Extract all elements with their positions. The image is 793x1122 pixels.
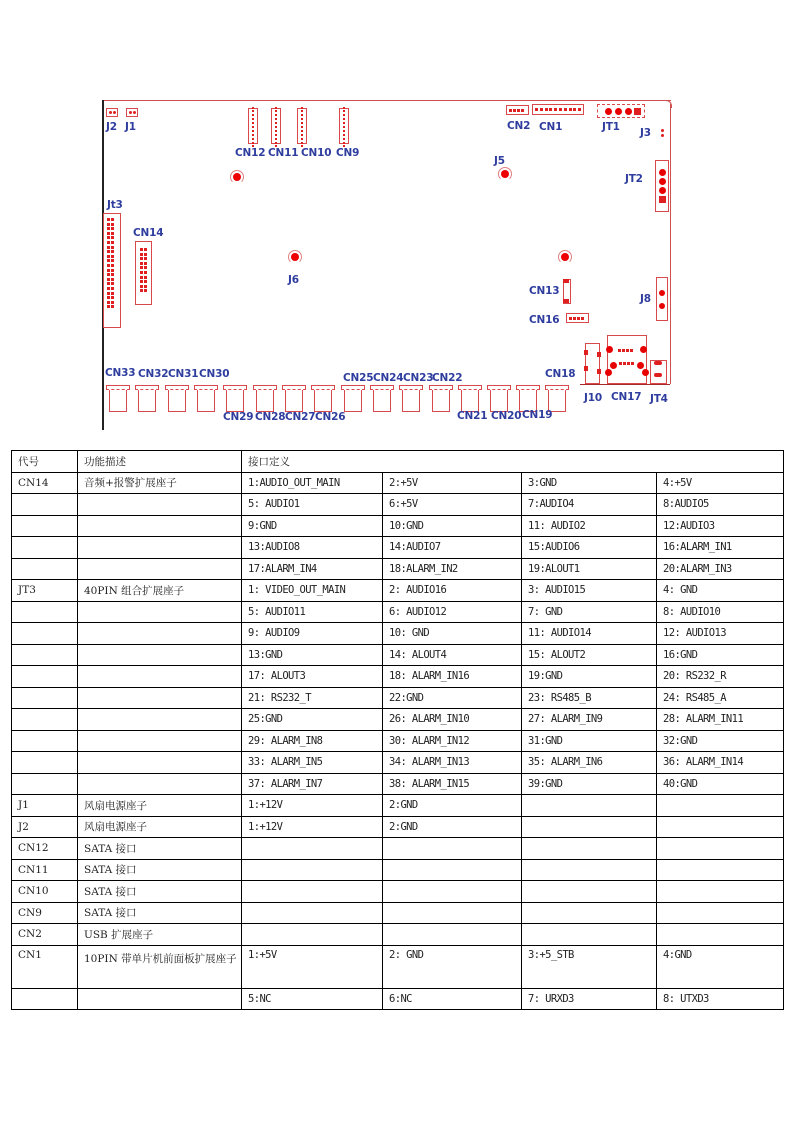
bnc-cn23 xyxy=(399,385,423,413)
pad-icon xyxy=(563,279,569,283)
cell-code xyxy=(12,687,78,709)
cell-pin: 2:GND xyxy=(383,816,522,838)
cell-pin: 4:GND xyxy=(657,945,784,988)
header-description: 功能描述 xyxy=(78,451,242,473)
pin-definition-table xyxy=(11,450,784,1010)
cell-pin xyxy=(522,924,657,946)
label-jt2: JT2 xyxy=(625,173,643,185)
pad-icon xyxy=(605,108,612,115)
cell-code: JT3 xyxy=(12,580,78,602)
label-jt4: JT4 xyxy=(650,393,668,405)
cell-pin: 18:ALARM_IN2 xyxy=(383,558,522,580)
cell-pin: 1:AUDIO_OUT_MAIN xyxy=(242,472,383,494)
cell-pin: 1: VIDEO_OUT_MAIN xyxy=(242,580,383,602)
cell-description xyxy=(78,494,242,516)
cell-pin xyxy=(383,881,522,903)
cell-pin: 12:AUDIO3 xyxy=(657,515,784,537)
cell-pin: 13:AUDIO8 xyxy=(242,537,383,559)
pcb-edge-top xyxy=(103,100,671,101)
pad-icon xyxy=(661,129,664,132)
cell-pin: 26: ALARM_IN10 xyxy=(383,709,522,731)
cell-code xyxy=(12,666,78,688)
pad-icon xyxy=(637,362,644,369)
cell-description xyxy=(78,988,242,1010)
cell-pin: 16:ALARM_IN1 xyxy=(657,537,784,559)
header-code: 代号 xyxy=(12,451,78,473)
table-row xyxy=(12,537,784,559)
cell-pin: 15:AUDIO6 xyxy=(522,537,657,559)
label-cn32: CN32 xyxy=(138,368,169,380)
pcb-edge-bottom xyxy=(580,384,670,385)
cell-pin: 17:ALARM_IN4 xyxy=(242,558,383,580)
cell-pin xyxy=(242,881,383,903)
cell-code: CN2 xyxy=(12,924,78,946)
bnc-cn33 xyxy=(106,385,130,413)
label-j10: J10 xyxy=(584,392,602,404)
pad-row-icon xyxy=(509,109,524,112)
bnc-cn32 xyxy=(135,385,159,413)
label-cn27: CN27 xyxy=(285,411,316,423)
pad-icon xyxy=(661,134,664,137)
pad-icon xyxy=(597,352,601,357)
label-cn23: CN23 xyxy=(403,372,434,384)
cell-pin: 29: ALARM_IN8 xyxy=(242,730,383,752)
table-row xyxy=(12,924,784,946)
table-row xyxy=(12,795,784,817)
label-cn12: CN12 xyxy=(235,147,266,159)
connector-cn11 xyxy=(271,108,281,144)
cell-pin: 36: ALARM_IN14 xyxy=(657,752,784,774)
cell-pin xyxy=(657,902,784,924)
pad-icon xyxy=(654,373,662,377)
cell-pin: 30: ALARM_IN12 xyxy=(383,730,522,752)
cell-pin: 16:GND xyxy=(657,644,784,666)
cell-pin xyxy=(522,816,657,838)
cell-pin: 5:NC xyxy=(242,988,383,1010)
pad-icon xyxy=(133,111,136,114)
cell-description: SATA 接口 xyxy=(78,859,242,881)
label-cn2: CN2 xyxy=(507,120,531,132)
cell-code: CN9 xyxy=(12,902,78,924)
cell-pin: 14:AUDIO7 xyxy=(383,537,522,559)
cell-pin: 1:+5V xyxy=(242,945,383,988)
cell-pin: 5: AUDIO1 xyxy=(242,494,383,516)
cell-code xyxy=(12,752,78,774)
bnc-cn28 xyxy=(253,385,277,413)
cell-description: 10PIN 带单片机前面板扩展座子 xyxy=(78,945,242,988)
table-header-row xyxy=(12,451,784,473)
bnc-cn29 xyxy=(223,385,247,413)
label-cn22: CN22 xyxy=(432,372,463,384)
cell-pin: 8: AUDIO10 xyxy=(657,601,784,623)
cell-pin: 12: AUDIO13 xyxy=(657,623,784,645)
cell-pin: 8: UTXD3 xyxy=(657,988,784,1010)
cell-pin: 7: URXD3 xyxy=(522,988,657,1010)
cell-code xyxy=(12,709,78,731)
cell-code xyxy=(12,494,78,516)
cell-description xyxy=(78,666,242,688)
cell-pin: 3:+5_STB xyxy=(522,945,657,988)
connector-cn12 xyxy=(248,108,258,144)
cell-pin: 23: RS485_B xyxy=(522,687,657,709)
cell-code xyxy=(12,623,78,645)
cell-pin: 9:GND xyxy=(242,515,383,537)
cell-pin: 10:GND xyxy=(383,515,522,537)
label-cn13: CN13 xyxy=(529,285,560,297)
label-cn19: CN19 xyxy=(522,409,553,421)
cell-pin: 35: ALARM_IN6 xyxy=(522,752,657,774)
cell-pin xyxy=(657,838,784,860)
cell-pin: 2:+5V xyxy=(383,472,522,494)
cell-pin xyxy=(657,859,784,881)
bnc-cn22 xyxy=(429,385,453,413)
mount-hole-icon xyxy=(230,170,244,184)
cell-code xyxy=(12,644,78,666)
header-pin-definition: 接口定义 xyxy=(242,451,784,473)
cell-pin xyxy=(657,816,784,838)
cell-pin xyxy=(522,838,657,860)
table-row xyxy=(12,838,784,860)
bnc-cn30 xyxy=(194,385,218,413)
cell-pin: 11: AUDIO14 xyxy=(522,623,657,645)
cell-pin: 27: ALARM_IN9 xyxy=(522,709,657,731)
pad-icon xyxy=(659,290,665,296)
cell-description: 风扇电源座子 xyxy=(78,795,242,817)
cell-description xyxy=(78,730,242,752)
pad-row-icon xyxy=(619,362,634,365)
cell-pin xyxy=(383,924,522,946)
cell-description xyxy=(78,537,242,559)
cell-description xyxy=(78,709,242,731)
connector-cn9 xyxy=(339,108,349,144)
table-row xyxy=(12,730,784,752)
cell-description xyxy=(78,644,242,666)
pad-icon xyxy=(605,369,612,376)
label-cn30: CN30 xyxy=(199,368,230,380)
cell-code: J2 xyxy=(12,816,78,838)
cell-description xyxy=(78,752,242,774)
cell-pin: 33: ALARM_IN5 xyxy=(242,752,383,774)
connector-jt2 xyxy=(655,160,669,212)
pad-icon xyxy=(584,366,588,371)
cell-pin: 34: ALARM_IN13 xyxy=(383,752,522,774)
connector-cn17 xyxy=(607,335,647,384)
cell-pin: 17: ALOUT3 xyxy=(242,666,383,688)
pad-icon xyxy=(659,169,666,176)
pcb-edge-right xyxy=(670,104,671,384)
label-cn18: CN18 xyxy=(545,368,576,380)
table-row xyxy=(12,881,784,903)
bnc-cn20 xyxy=(487,385,511,413)
pin-grid-icon xyxy=(107,218,114,308)
label-jt1: JT1 xyxy=(602,121,620,133)
cell-pin: 6:NC xyxy=(383,988,522,1010)
pad-icon xyxy=(109,111,112,114)
cell-code: CN11 xyxy=(12,859,78,881)
cell-pin: 20:ALARM_IN3 xyxy=(657,558,784,580)
table-row xyxy=(12,472,784,494)
label-cn9: CN9 xyxy=(336,147,360,159)
label-j2: J2 xyxy=(106,121,117,133)
label-cn29: CN29 xyxy=(223,411,254,423)
bnc-cn26 xyxy=(311,385,335,413)
cell-pin: 3: AUDIO15 xyxy=(522,580,657,602)
cell-code: J1 xyxy=(12,795,78,817)
label-j6: J6 xyxy=(288,274,299,286)
cell-description xyxy=(78,515,242,537)
cell-pin: 31:GND xyxy=(522,730,657,752)
cell-pin: 39:GND xyxy=(522,773,657,795)
cell-pin xyxy=(522,881,657,903)
bnc-cn24 xyxy=(370,385,394,413)
cell-code xyxy=(12,537,78,559)
pad-icon xyxy=(606,346,613,353)
cell-pin: 14: ALOUT4 xyxy=(383,644,522,666)
cell-description xyxy=(78,623,242,645)
cell-pin: 40:GND xyxy=(657,773,784,795)
pad-icon xyxy=(129,111,132,114)
cell-pin: 24: RS485_A xyxy=(657,687,784,709)
pad-icon xyxy=(113,111,116,114)
pad-icon xyxy=(563,299,569,303)
table-row xyxy=(12,752,784,774)
connector-j2 xyxy=(106,108,118,117)
cell-pin: 7:AUDIO4 xyxy=(522,494,657,516)
cell-pin: 1:+12V xyxy=(242,816,383,838)
pad-icon xyxy=(610,362,617,369)
cell-pin xyxy=(657,881,784,903)
cell-description: 40PIN 组合扩展座子 xyxy=(78,580,242,602)
label-cn16: CN16 xyxy=(529,314,560,326)
cell-pin: 2:GND xyxy=(383,795,522,817)
table-row xyxy=(12,558,784,580)
cell-pin xyxy=(383,902,522,924)
cell-pin: 19:ALOUT1 xyxy=(522,558,657,580)
pad-row-icon xyxy=(618,349,633,352)
pad-square-icon xyxy=(634,108,641,115)
table-row xyxy=(12,773,784,795)
cell-code: CN10 xyxy=(12,881,78,903)
connector-j1 xyxy=(126,108,138,117)
cell-pin xyxy=(522,902,657,924)
cell-pin xyxy=(242,859,383,881)
cell-pin: 21: RS232_T xyxy=(242,687,383,709)
pad-icon xyxy=(654,361,662,365)
cell-description xyxy=(78,773,242,795)
cell-pin xyxy=(522,859,657,881)
cell-pin: 2: GND xyxy=(383,945,522,988)
pcb-corner xyxy=(664,100,672,108)
table-row xyxy=(12,988,784,1010)
table-row xyxy=(12,687,784,709)
cell-code: CN14 xyxy=(12,472,78,494)
cell-pin: 10: GND xyxy=(383,623,522,645)
cell-pin: 4:+5V xyxy=(657,472,784,494)
table-row xyxy=(12,623,784,645)
board-diagram xyxy=(0,0,793,440)
table-row xyxy=(12,666,784,688)
cell-description xyxy=(78,558,242,580)
cell-pin: 3:GND xyxy=(522,472,657,494)
table-row xyxy=(12,945,784,988)
cell-pin xyxy=(657,795,784,817)
label-cn14: CN14 xyxy=(133,227,164,239)
label-j8: J8 xyxy=(640,293,651,305)
label-cn24: CN24 xyxy=(373,372,404,384)
label-cn10: CN10 xyxy=(301,147,332,159)
label-cn28: CN28 xyxy=(255,411,286,423)
cell-pin xyxy=(242,838,383,860)
table-row xyxy=(12,859,784,881)
label-cn11: CN11 xyxy=(268,147,299,159)
cell-pin: 7: GND xyxy=(522,601,657,623)
pad-row-icon xyxy=(535,108,581,111)
bnc-cn21 xyxy=(458,385,482,413)
cell-pin: 9: AUDIO9 xyxy=(242,623,383,645)
pad-icon xyxy=(640,346,647,353)
pad-icon xyxy=(615,108,622,115)
cell-description: SATA 接口 xyxy=(78,902,242,924)
label-j3: J3 xyxy=(640,127,651,139)
label-cn26: CN26 xyxy=(315,411,346,423)
cell-pin: 28: ALARM_IN11 xyxy=(657,709,784,731)
cell-pin: 38: ALARM_IN15 xyxy=(383,773,522,795)
cell-code xyxy=(12,558,78,580)
mount-hole-icon xyxy=(558,250,572,264)
table-row xyxy=(12,580,784,602)
pad-icon xyxy=(642,369,649,376)
table-row xyxy=(12,494,784,516)
label-cn31: CN31 xyxy=(168,368,199,380)
cell-code xyxy=(12,601,78,623)
cell-description xyxy=(78,687,242,709)
table-row xyxy=(12,601,784,623)
bnc-cn25 xyxy=(341,385,365,413)
pad-square-icon xyxy=(659,196,666,203)
label-cn33: CN33 xyxy=(105,367,136,379)
table-row xyxy=(12,902,784,924)
label-cn25: CN25 xyxy=(343,372,374,384)
pin-grid-icon xyxy=(140,248,147,292)
cell-pin: 22:GND xyxy=(383,687,522,709)
label-cn17: CN17 xyxy=(611,391,642,403)
mount-hole-j6-icon xyxy=(288,250,302,264)
bnc-cn27 xyxy=(282,385,306,413)
cell-code xyxy=(12,773,78,795)
cell-description: 音频+报警扩展座子 xyxy=(78,472,242,494)
label-jt3: Jt3 xyxy=(107,199,123,211)
cell-pin: 1:+12V xyxy=(242,795,383,817)
pad-icon xyxy=(625,108,632,115)
cell-pin: 11: AUDIO2 xyxy=(522,515,657,537)
cell-description: 风扇电源座子 xyxy=(78,816,242,838)
label-j1: J1 xyxy=(125,121,136,133)
cell-description: USB 扩展座子 xyxy=(78,924,242,946)
label-j5: J5 xyxy=(494,155,505,167)
pad-icon xyxy=(584,350,588,355)
cell-code: CN12 xyxy=(12,838,78,860)
cell-pin: 6: AUDIO12 xyxy=(383,601,522,623)
cell-pin xyxy=(383,859,522,881)
cell-pin xyxy=(242,902,383,924)
cell-pin: 25:GND xyxy=(242,709,383,731)
cell-pin: 4: GND xyxy=(657,580,784,602)
pad-icon xyxy=(659,187,666,194)
table-row xyxy=(12,709,784,731)
pad-icon xyxy=(659,178,666,185)
cell-pin: 13:GND xyxy=(242,644,383,666)
cell-pin: 2: AUDIO16 xyxy=(383,580,522,602)
cell-pin: 5: AUDIO11 xyxy=(242,601,383,623)
pad-row-icon xyxy=(569,317,584,320)
bnc-cn31 xyxy=(165,385,189,413)
table-row xyxy=(12,644,784,666)
cell-pin xyxy=(657,924,784,946)
mount-hole-j5-icon xyxy=(498,167,512,181)
label-cn20: CN20 xyxy=(491,410,522,422)
cell-pin: 6:+5V xyxy=(383,494,522,516)
pad-icon xyxy=(597,369,601,374)
label-cn21: CN21 xyxy=(457,410,488,422)
cell-description: SATA 接口 xyxy=(78,838,242,860)
cell-pin: 19:GND xyxy=(522,666,657,688)
table-row xyxy=(12,515,784,537)
cell-description: SATA 接口 xyxy=(78,881,242,903)
connector-j8 xyxy=(656,277,668,321)
cell-pin xyxy=(383,838,522,860)
pad-icon xyxy=(659,303,665,309)
cell-pin: 18: ALARM_IN16 xyxy=(383,666,522,688)
label-cn1: CN1 xyxy=(539,121,563,133)
cell-code xyxy=(12,730,78,752)
table-row xyxy=(12,816,784,838)
cell-code xyxy=(12,988,78,1010)
cell-pin: 15: ALOUT2 xyxy=(522,644,657,666)
cell-pin xyxy=(242,924,383,946)
cell-code xyxy=(12,515,78,537)
cell-description xyxy=(78,601,242,623)
cell-pin xyxy=(522,795,657,817)
cell-pin: 32:GND xyxy=(657,730,784,752)
cell-pin: 37: ALARM_IN7 xyxy=(242,773,383,795)
connector-cn10 xyxy=(297,108,307,144)
cell-pin: 20: RS232_R xyxy=(657,666,784,688)
cell-pin: 8:AUDIO5 xyxy=(657,494,784,516)
cell-code: CN1 xyxy=(12,945,78,988)
